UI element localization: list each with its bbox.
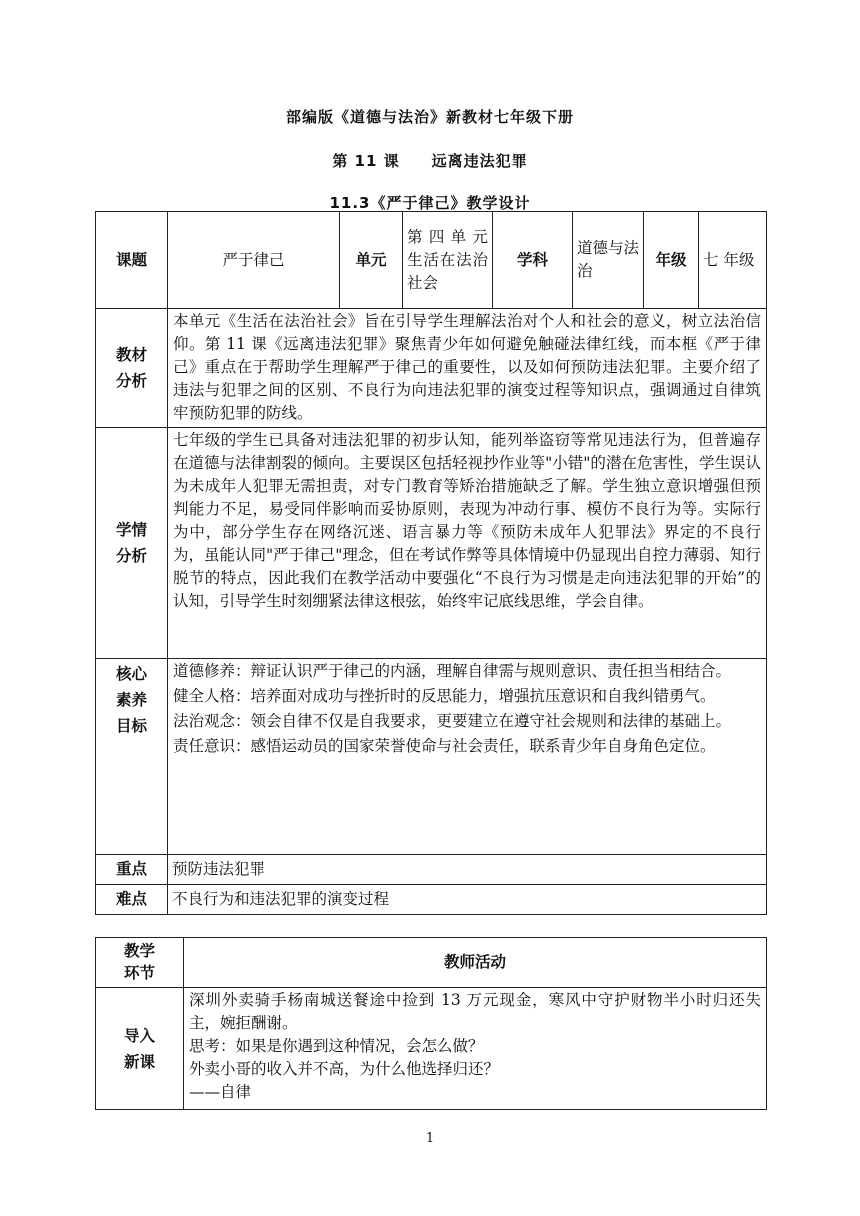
info-row bbox=[96, 212, 767, 309]
grade-label: 年级 bbox=[644, 212, 699, 309]
difficult-point-row bbox=[96, 885, 767, 915]
intro-label: 导入新课 bbox=[96, 988, 184, 1110]
key-point-label: 重点 bbox=[96, 855, 168, 885]
activity-header-row bbox=[96, 938, 767, 988]
core-goals-label: 核心素养目标 bbox=[96, 659, 168, 855]
key-point-row bbox=[96, 855, 767, 885]
document-title: 部编版《道德与法治》新教材七年级下册 bbox=[285, 108, 574, 126]
difficult-point-text: 不良行为和违法犯罪的演变过程 bbox=[168, 885, 767, 915]
subject-value: 道德与法治 bbox=[573, 212, 644, 309]
topic-label: 课题 bbox=[96, 212, 168, 309]
goal-item: 健全人格：培养面对成功与挫折时的反思能力，增强抗压意识和自我纠错勇气。 bbox=[173, 687, 716, 705]
lesson-title: 第 11 课 远离违法犯罪 bbox=[332, 152, 528, 170]
student-analysis-text: 七年级的学生已具备对违法犯罪的初步认知，能列举盗窃等常见违法行为，但普遍存在道德与法律割裂的倾向。主要误区包括轻视抄作业等"小错"的潜在危害性，学生误认为未成年人犯罪无需担责，对专门教育等矫治措施缺乏了解。学生独立意识增强但预判能力不足，易受同伴影响而妥协原则，表现为冲动行事、模仿不良行为等。实际行为中，部分学生存在网络沉迷、语言暴力等《预防未成年人犯罪法》界定的不良行为，虽能认同"严于律己"理念，但在考试作弊等具体情境中仍显现出自控力薄弱、知行脱节的特点，因此我们在教学活动中要强化“不良行为习惯是走向违法犯罪的开始”的认知，引导学生时刻绷紧法律这根弦，始终牢记底线思维，学会自律。 bbox=[168, 428, 767, 659]
unit-value: 第四单元 生活在法治社会 bbox=[403, 212, 493, 309]
unit-label: 单元 bbox=[340, 212, 403, 309]
topic-value: 严于律己 bbox=[168, 212, 340, 309]
page-number: 1 bbox=[425, 1131, 435, 1146]
grade-value: 七 年级 bbox=[699, 212, 767, 309]
core-goals-list bbox=[168, 659, 767, 855]
teaching-activity-table bbox=[95, 937, 767, 1110]
intro-line: ——自律 bbox=[189, 1083, 252, 1101]
intro-content bbox=[184, 988, 767, 1110]
lesson-info-table bbox=[95, 211, 767, 915]
teacher-activity-header: 教师活动 bbox=[184, 938, 767, 988]
textbook-analysis-row bbox=[96, 309, 767, 428]
intro-row bbox=[96, 988, 767, 1110]
goal-item: 责任意识：感悟运动员的国家荣誉使命与社会责任，联系青少年自身角色定位。 bbox=[173, 737, 716, 755]
stage-header: 教学环节 bbox=[96, 938, 184, 988]
goal-item: 道德修养：辩证认识严于律己的内涵，理解自律需与规则意识、责任担当相结合。 bbox=[173, 662, 732, 680]
section-title: 11.3《严于律己》教学设计 bbox=[329, 194, 531, 212]
intro-line: 深圳外卖骑手杨南城送餐途中捡到 13 万元现金，寒风中守护财物半小时归还失主，婉拒酬谢。 bbox=[189, 991, 761, 1032]
difficult-point-label: 难点 bbox=[96, 885, 168, 915]
textbook-analysis-label: 教材分析 bbox=[96, 309, 168, 428]
goal-item: 法治观念：领会自律不仅是自我要求，更要建立在遵守社会规则和法律的基础上。 bbox=[173, 712, 732, 730]
intro-line: 思考：如果是你遇到这种情况，会怎么做？ bbox=[189, 1037, 484, 1055]
student-analysis-label: 学情分析 bbox=[96, 428, 168, 659]
key-point-text: 预防违法犯罪 bbox=[168, 855, 767, 885]
textbook-analysis-text: 本单元《生活在法治社会》旨在引导学生理解法治对个人和社会的意义，树立法治信仰。第 11 课《远离违法犯罪》聚焦青少年如何避免触碰法律红线，而本框《严于律己》重点在于帮助学生理解严于律己的重要性，以及如何预防违法犯罪。主要介绍了违法与犯罪之间的区别、不良行为向违法犯罪的演变过程等知识点，强调通过自律筑牢预防犯罪的防线。 bbox=[168, 309, 767, 428]
core-goals-row bbox=[96, 659, 767, 855]
student-analysis-row bbox=[96, 428, 767, 659]
intro-line: 外卖小哥的收入并不高，为什么他选择归还？ bbox=[189, 1060, 500, 1078]
subject-label: 学科 bbox=[493, 212, 573, 309]
